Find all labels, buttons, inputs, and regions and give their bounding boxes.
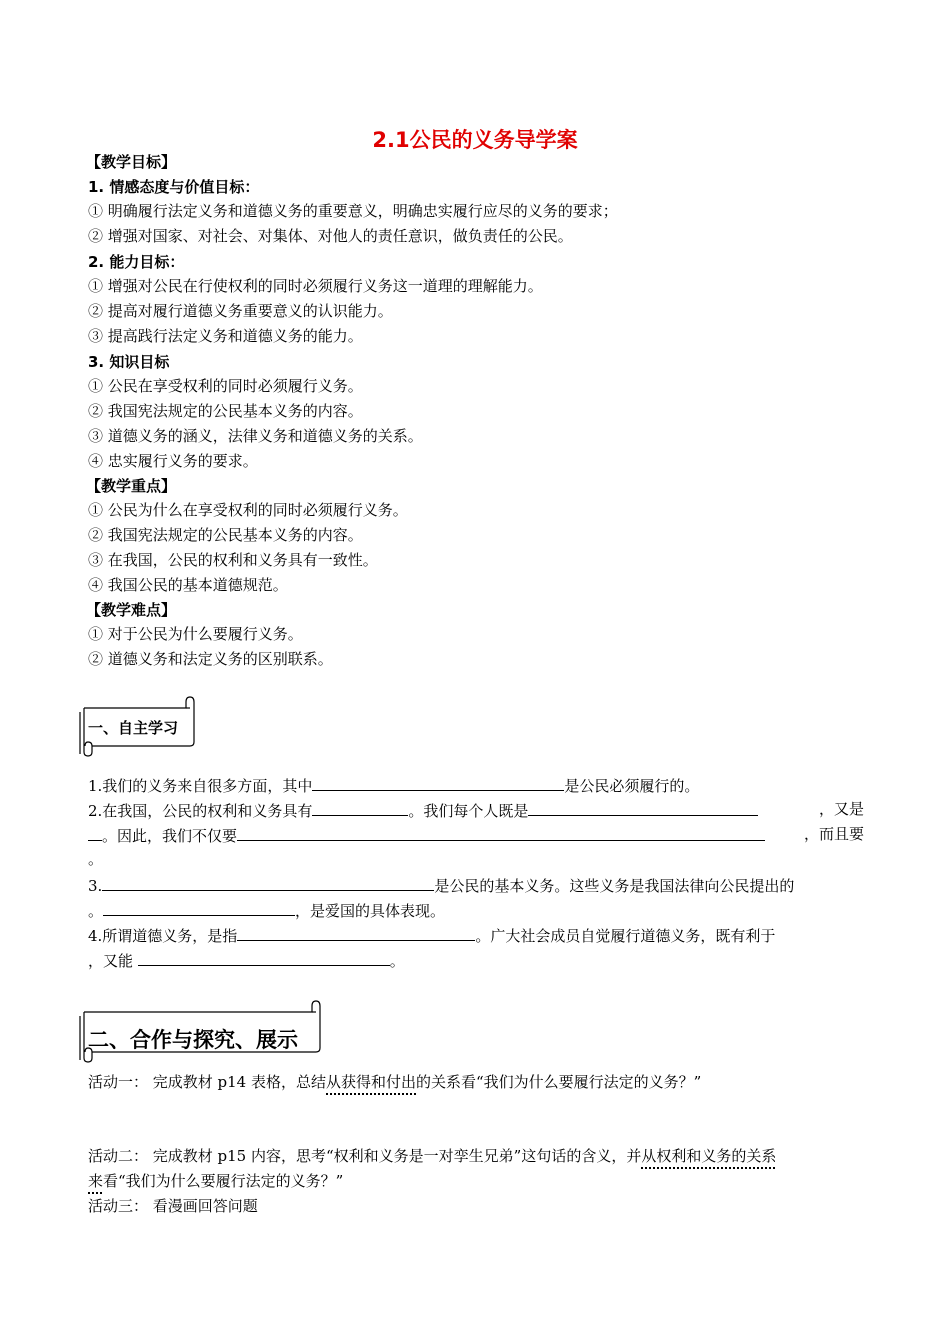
- section2-banner: [78, 1000, 322, 1064]
- question-text: 4.所谓道德义务，是指: [88, 927, 238, 945]
- question-text: 2.在我国，公民的权利和义务具有: [88, 802, 313, 820]
- question-4-line-2: [88, 949, 405, 971]
- goal-item: ① 增强对公民在行使权利的同时必须履行义务这一道理的理解能力。: [88, 277, 543, 295]
- goal-item: ② 我国宪法规定的公民基本义务的内容。: [88, 402, 363, 420]
- activity-text: 看“我们为什么要履行法定的义务？”: [103, 1172, 344, 1190]
- emphasis-text: 从权利和义务的关系: [641, 1147, 777, 1165]
- answer-blank[interactable]: [312, 774, 564, 791]
- goal-heading-knowledge: 3. 知识目标: [88, 353, 170, 371]
- answer-blank[interactable]: [88, 824, 102, 841]
- activity-text: 活动二： 完成教材 p15 内容，思考“权利和义务是一对孪生兄弟”这句话的含义，并: [88, 1147, 642, 1165]
- key-item: ① 公民为什么在享受权利的同时必须履行义务。: [88, 501, 408, 519]
- goal-item: ④ 忠实履行义务的要求。: [88, 452, 258, 470]
- question-text: 。广大社会成员自觉履行道德义务，既有利于: [475, 927, 776, 945]
- goal-item: ② 提高对履行道德义务重要意义的认识能力。: [88, 302, 393, 320]
- page-title: 2.1公民的义务导学案: [372, 128, 578, 152]
- question-text: 。我们每个人既是: [408, 802, 529, 820]
- question-text: 。: [88, 850, 104, 868]
- emphasis-text: 来: [88, 1172, 104, 1190]
- question-text: ，而且要: [803, 825, 864, 843]
- activity-1: [88, 1072, 701, 1092]
- activity-3: 活动三： 看漫画回答问题: [88, 1197, 258, 1215]
- question-text: 3.: [88, 877, 103, 895]
- question-text: 是公民的基本义务。这些义务是我国法律向公民提出的: [434, 877, 795, 895]
- goal-heading-emotion: 1. 情感态度与价值目标：: [88, 178, 260, 196]
- question-text: 。因此，我们不仅要: [102, 827, 238, 845]
- section1-title: 一、自主学习: [88, 719, 179, 737]
- question-3-line-2: [88, 899, 445, 921]
- activity-text: 活动一： 完成教材 p14 表格，总结: [88, 1073, 326, 1091]
- key-header: 【教学重点】: [86, 477, 177, 495]
- activity-text: 的关系看“我们为什么要履行法定的义务？”: [416, 1073, 702, 1091]
- answer-blank[interactable]: [103, 899, 295, 916]
- difficulty-item: ② 道德义务和法定义务的区别联系。: [88, 650, 333, 668]
- section2-title: 二、合作与探究、展示: [88, 1028, 298, 1052]
- answer-blank[interactable]: [237, 824, 765, 841]
- goal-item: ③ 提高践行法定义务和道德义务的能力。: [88, 327, 363, 345]
- difficulty-item: ① 对于公民为什么要履行义务。: [88, 625, 303, 643]
- key-item: ③ 在我国，公民的权利和义务具有一致性。: [88, 551, 378, 569]
- question-text: ，又能: [88, 952, 138, 970]
- question-text: ，是爱国的具体表现。: [295, 902, 446, 920]
- emphasis-text: 从获得和付出: [326, 1073, 417, 1091]
- key-item: ② 我国宪法规定的公民基本义务的内容。: [88, 526, 363, 544]
- question-text: 。: [88, 902, 104, 920]
- question-4-line-1: [88, 924, 864, 946]
- key-item: ④ 我国公民的基本道德规范。: [88, 576, 288, 594]
- question-2-line-2: [88, 824, 864, 846]
- activity-2-line-1: [88, 1146, 776, 1166]
- section1-banner: [78, 696, 196, 758]
- goal-item: ③ 道德义务的涵义，法律义务和道德义务的关系。: [88, 427, 423, 445]
- question-text: 。: [389, 952, 405, 970]
- difficulty-header: 【教学难点】: [86, 601, 177, 619]
- answer-blank[interactable]: [102, 874, 434, 891]
- question-text: ，又是: [818, 800, 864, 818]
- goal-item: ① 公民在享受权利的同时必须履行义务。: [88, 377, 363, 395]
- answer-blank[interactable]: [528, 799, 758, 816]
- answer-blank[interactable]: [138, 949, 390, 966]
- question-text: 是公民必须履行的。: [564, 777, 700, 795]
- answer-blank[interactable]: [312, 799, 408, 816]
- question-2-line-3: [88, 849, 103, 869]
- goal-heading-ability: 2. 能力目标：: [88, 253, 185, 271]
- answer-blank[interactable]: [237, 924, 475, 941]
- question-3-line-1: [88, 874, 864, 896]
- question-2-line-1: [88, 799, 864, 821]
- goal-item: ② 增强对国家、对社会、对集体、对他人的责任意识，做负责任的公民。: [88, 227, 573, 245]
- question-text: 1.我们的义务来自很多方面，其中: [88, 777, 313, 795]
- question-1: [88, 774, 699, 796]
- goals-header: 【教学目标】: [86, 153, 177, 171]
- activity-2-line-2: [88, 1171, 343, 1191]
- goal-item: ① 明确履行法定义务和道德义务的重要意义，明确忠实履行应尽的义务的要求；: [88, 202, 618, 220]
